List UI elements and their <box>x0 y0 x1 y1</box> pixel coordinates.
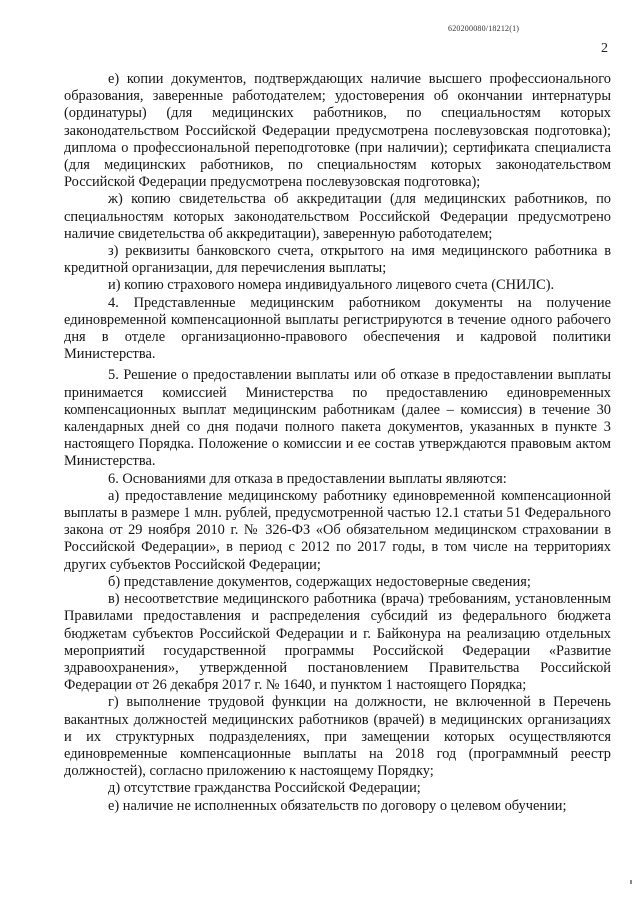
document-code: 620200080/18212(1) <box>448 24 520 33</box>
scan-artifact-mark <box>630 880 632 884</box>
paragraph-section-5: 5. Решение о предоставлении выплаты или об отказе в предоставлении выплаты принимается комиссией Министерства по предоставлению единовременных компенсационных выплат медицинским работникам (далее – комиссия) в течение 30 календарных дней со дня подачи полного пакета документов, указанных в пункте 3 настоящего Порядка. Положение о комиссии и ее состав утверждаются правовым актом Министерства. <box>64 367 611 470</box>
paragraph-item-zh-accreditation: ж) копию свидетельства об аккредитации (для медицинских работников, по специальностям которых законодательством Российской Федерации предусмотрено наличие свидетельства об аккредитации), заверенную работодателем; <box>64 191 611 242</box>
paragraph-section-4: 4. Представленные медицинским работником документы на получение единовременной компенсационной выплаты регистрируются в течение одного рабочего дня в отделе организационно-правового обеспечения и кадровой политики Министерства. <box>64 294 611 363</box>
paragraph-item-a: а) предоставление медицинскому работнику единовременной компенсационной выплаты в размере 1 млн. рублей, предусмотренной частью 12.1 статьи 51 Федерального закона от 29 ноября 2010 г. № 326-ФЗ «Об обязательном медицинском страховании в Российской Федерации», в период с 2012 по 2017 годы, в том числе на территориях других субъектов Российской Федерации; <box>64 487 611 573</box>
paragraph-item-e-obligations: е) наличие не исполненных обязательств по договору о целевом обучении; <box>108 797 567 814</box>
document-body <box>64 71 611 815</box>
paragraph-item-v: в) несоответствие медицинского работника (врача) требованиям, установленным Правилами предоставления и распределения субсидий из федерального бюджета бюджетам субъектов Российской Федерации и г. Байконура на реализацию отдельных мероприятий государственной программы Российской Федерации «Развитие здравоохранения», утвержденной постановлением Правительства Российской Федерации от 26 декабря 2017 г. № 1640, и пунктом 1 настоящего Порядка; <box>64 591 611 694</box>
paragraph-item-b: б) представление документов, содержащих недостоверные сведения; <box>108 573 531 590</box>
paragraph-section-6: 6. Основаниями для отказа в предоставлении выплаты являются: <box>108 470 507 487</box>
paragraph-item-d: д) отсутствие гражданства Российской Федерации; <box>108 780 421 797</box>
paragraph-item-g: г) выполнение трудовой функции на должности, не включенной в Перечень вакантных должностей медицинских работников (врачей) в медицинских организациях и их структурных подразделениях, при замещении которых осуществляются единовременные компенсационные выплаты на 2018 год (программный реестр должностей), согласно приложению к настоящему Порядку; <box>64 694 611 780</box>
page-number: 2 <box>601 41 608 56</box>
paragraph-item-z-bank-details: з) реквизиты банковского счета, открытого на имя медицинского работника в кредитной организации, для перечисления выплаты; <box>64 243 611 277</box>
paragraph-item-i-snils: и) копию страхового номера индивидуального лицевого счета (СНИЛС). <box>108 277 555 294</box>
paragraph-item-e-copies: е) копии документов, подтверждающих наличие высшего профессионального образования, заверенные работодателем; удостоверения об окончании интернатуры (ординатуры) (для медицинских работников, по специальностям которых законодательством Российской Федерации предусмотрена послевузовская подготовка); диплома о профессиональной переподготовке (при наличии); сертификата специалиста (для медицинских работников, по специальностям которых законодательством Российской Федерации предусмотрена послевузовская подготовка); <box>64 71 611 191</box>
